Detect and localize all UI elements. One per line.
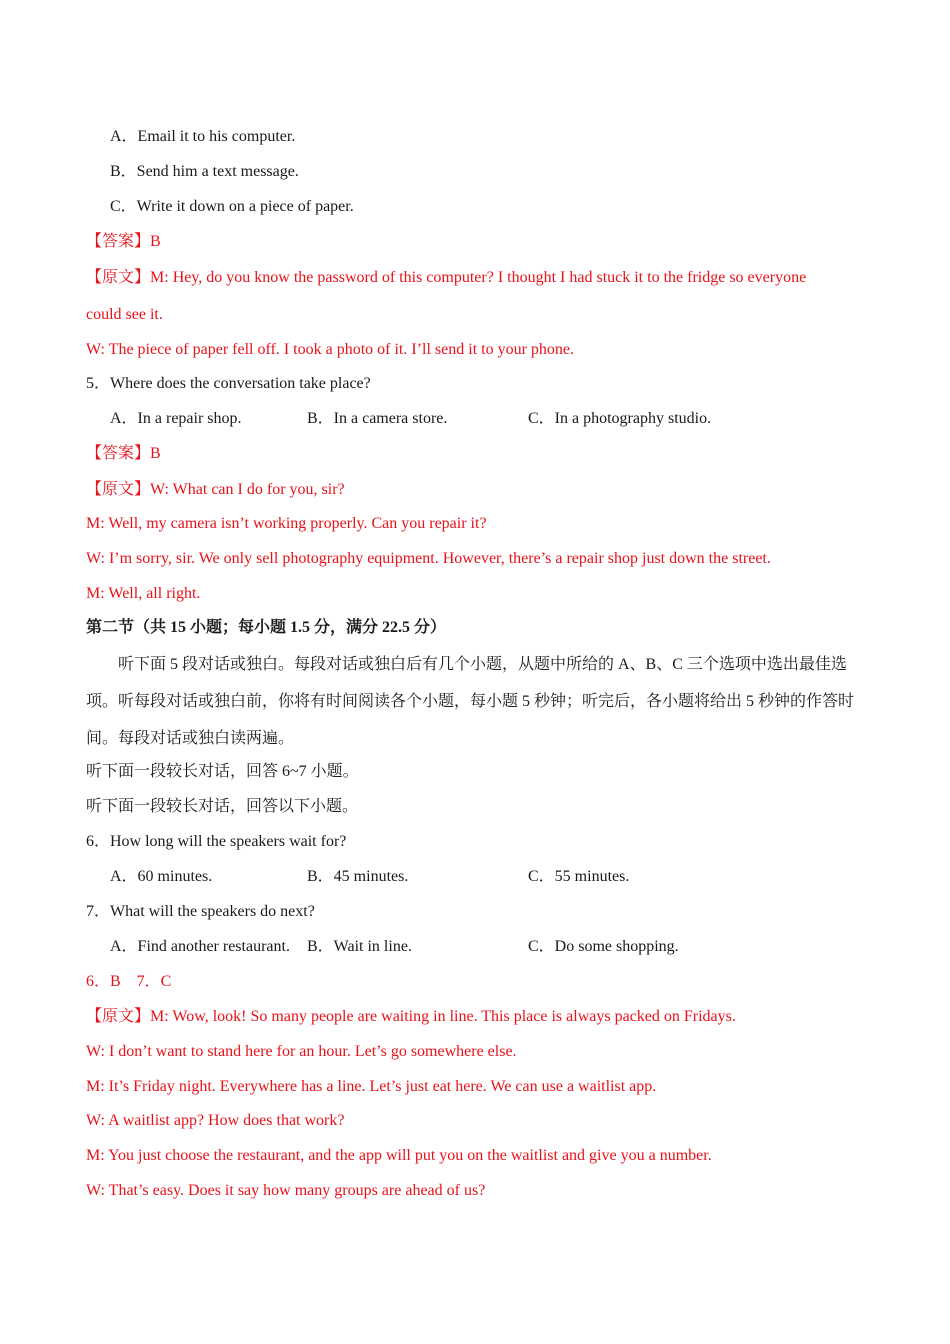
q5-option-a: A．In a repair shop. (110, 410, 242, 427)
transcript-67-line: M: It’s Friday night. Everywhere has a line. Let’s just eat here. We can use a waitlist app. (86, 1078, 657, 1095)
q6-options (110, 867, 810, 887)
transcript-67-line: W: A waitlist app? How does that work? (86, 1112, 345, 1129)
q5-option-c: C．In a photography studio. (528, 410, 712, 427)
q7-question: 7．What will the speakers do next? (86, 903, 315, 920)
answers-6-7: 6．B 7．C (86, 973, 172, 990)
q4-option-c: C．Write it down on a piece of paper. (110, 198, 354, 215)
transcript-text: W: What can I do for you, sir? (150, 481, 345, 498)
q4-answer (86, 232, 161, 252)
q7-option-b: B．Wait in line. (307, 938, 412, 955)
answer-value: B (150, 233, 161, 250)
q4-transcript-line: could see it. (86, 306, 163, 323)
transcript-text: M: Wow, look! So many people are waiting in line. This place is always packed on Fridays. (150, 1008, 736, 1025)
q6-question: 6．How long will the speakers wait for? (86, 833, 347, 850)
q5-option-b: B．In a camera store. (307, 410, 448, 427)
q5-answer (86, 444, 161, 464)
transcript-67-line (86, 1007, 736, 1027)
transcript-label: 【原文】 (86, 481, 151, 498)
dialogue-lead-1: 听下面一段较长对话，回答 6~7 小题。 (86, 763, 359, 780)
q5-transcript-line (86, 480, 345, 500)
q6-option-c: C．55 minutes. (528, 868, 630, 885)
section-instructions: 听下面 5 段对话或独白。每段对话或独白后有几个小题，从题中所给的 A、B、C 三个选项中选出最佳选项。听每段对话或独白前，你将有时间阅读各个小题，每小题 5 秒钟；听完后，各小题将给出 5 秒钟的作答时间。每段对话或独白读两遍。 (86, 656, 855, 747)
q7-option-c: C．Do some shopping. (528, 938, 679, 955)
q4-option-b: B．Send him a text message. (110, 163, 299, 180)
transcript-67-line: M: You just choose the restaurant, and the app will put you on the waitlist and give you a number. (86, 1147, 712, 1164)
transcript-text: M: Hey, do you know the password of this computer? I thought I had stuck it to the fridge so everyone (150, 269, 807, 286)
section-heading: 第二节（共 15 小题；每小题 1.5 分，满分 22.5 分） (86, 619, 447, 636)
q5-options (110, 409, 810, 429)
q7-options (110, 937, 810, 957)
dialogue-lead-2: 听下面一段较长对话，回答以下小题。 (86, 798, 359, 815)
transcript-67-line: W: That’s easy. Does it say how many groups are ahead of us? (86, 1182, 486, 1199)
answer-value: B (150, 445, 161, 462)
q5-transcript-line: W: I’m sorry, sir. We only sell photography equipment. However, there’s a repair shop just down the street. (86, 550, 771, 567)
transcript-label: 【原文】 (86, 269, 151, 286)
answer-label: 【答案】 (86, 445, 151, 462)
transcript-67-line: W: I don’t want to stand here for an hour. Let’s go somewhere else. (86, 1043, 517, 1060)
q4-transcript-line (86, 268, 806, 288)
q4-option-a: A．Email it to his computer. (110, 128, 296, 145)
q6-option-a: A．60 minutes. (110, 868, 213, 885)
answer-label: 【答案】 (86, 233, 151, 250)
q5-transcript-line: M: Well, my camera isn’t working properly. Can you repair it? (86, 515, 487, 532)
q5-question: 5．Where does the conversation take place? (86, 375, 371, 392)
q5-transcript-line: M: Well, all right. (86, 585, 201, 602)
q4-transcript-line: W: The piece of paper fell off. I took a photo of it. I’ll send it to your phone. (86, 341, 575, 358)
q7-option-a: A．Find another restaurant. (110, 938, 290, 955)
q6-option-b: B．45 minutes. (307, 868, 409, 885)
transcript-label: 【原文】 (86, 1008, 151, 1025)
